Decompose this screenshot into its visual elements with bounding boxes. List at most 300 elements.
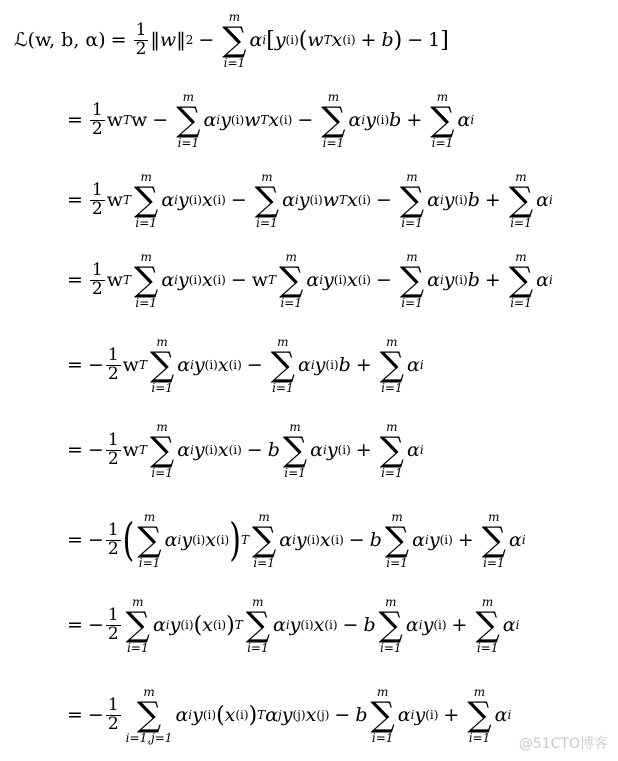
symbol: x (346, 269, 358, 291)
superscript: T (323, 33, 332, 47)
equation-line (14, 0, 449, 80)
denominator: 2 (107, 623, 119, 644)
superscript: T (138, 358, 147, 372)
operator: − (375, 189, 392, 211)
symbol: b (338, 354, 351, 376)
symbol: w (106, 109, 124, 131)
superscript: (i) (375, 113, 390, 127)
subscript: i (439, 273, 444, 287)
lower-limit: i=1 (510, 216, 532, 230)
symbol: w (159, 29, 177, 51)
upper-limit: m (252, 595, 264, 609)
symbol: − (87, 529, 104, 551)
symbol: ( (193, 612, 203, 638)
superscript: (i) (192, 533, 206, 547)
symbol: y (326, 439, 338, 461)
summation (150, 336, 174, 394)
symbol: y (181, 529, 193, 551)
lower-limit: i=1 (272, 381, 294, 395)
symbol: ( (216, 702, 225, 728)
numerator: 1 (91, 259, 103, 280)
superscript: (i) (433, 618, 447, 632)
subscript: i (323, 443, 327, 457)
symbol: w (244, 109, 261, 131)
summation (482, 511, 506, 569)
superscript: (i) (357, 273, 371, 287)
operator: = (67, 269, 83, 291)
operator: − (407, 29, 424, 51)
lower-limit: i=1 (468, 731, 491, 745)
symbol: α (406, 354, 420, 376)
symbol: w (131, 109, 148, 131)
lower-limit: i=1 (476, 641, 499, 655)
operator: = (67, 439, 83, 461)
operator: + (443, 704, 460, 726)
symbol: α (161, 269, 175, 291)
denominator: 2 (107, 448, 119, 469)
symbol: ( (298, 27, 308, 53)
symbol: x (268, 109, 280, 131)
symbol: α (265, 704, 279, 726)
symbol: x (305, 704, 317, 726)
upper-limit: m (285, 250, 297, 264)
operator: − (246, 354, 263, 376)
lower-limit: i=1 (223, 56, 246, 70)
symbol: − (87, 614, 104, 636)
symbol: ) (393, 27, 403, 53)
symbol: α (152, 614, 166, 636)
symbol: − (87, 439, 104, 461)
operator: = (67, 704, 83, 726)
summation (400, 251, 424, 309)
superscript: (i) (188, 193, 202, 207)
sigma-symbol: ∑ (137, 520, 162, 560)
upper-limit: m (515, 250, 527, 264)
symbol: y (443, 269, 455, 291)
superscript: (j) (292, 708, 306, 722)
symbol: b (381, 29, 394, 51)
fraction (106, 344, 121, 384)
upper-limit: m (182, 90, 195, 104)
symbol: α (348, 109, 362, 131)
equation-line (62, 240, 553, 320)
lower-limit: i=1 (247, 641, 269, 655)
symbol: y (178, 269, 189, 291)
lower-limit: i=1 (151, 381, 173, 395)
superscript: T (123, 273, 132, 287)
symbol: w (322, 189, 339, 211)
lower-limit: i=1 (135, 216, 157, 230)
subscript: i (294, 193, 299, 207)
symbol: y (274, 29, 286, 51)
denominator: 2 (107, 538, 119, 559)
summation (467, 686, 491, 744)
symbol: y (295, 529, 307, 551)
lower-limit: i=1 (151, 466, 173, 480)
lower-limit: i=1 (371, 731, 394, 745)
symbol: α (508, 529, 522, 551)
sigma-symbol: ∑ (136, 695, 162, 735)
superscript: (i) (180, 618, 194, 632)
upper-limit: m (473, 685, 486, 699)
symbol: α (427, 189, 440, 211)
subscript: i (177, 533, 182, 547)
symbol: α (502, 614, 516, 636)
operator: − (334, 704, 351, 726)
lower-limit: i=1 (135, 296, 157, 310)
summation (134, 171, 158, 229)
lower-limit: i=1 (322, 136, 345, 150)
summation (379, 596, 403, 654)
numerator: 1 (91, 99, 103, 120)
symbol: α (405, 614, 419, 636)
symbol: [ (266, 27, 275, 53)
numerator: 1 (107, 429, 119, 450)
equation-line (62, 80, 474, 160)
superscript: T (260, 113, 269, 127)
superscript: (i) (333, 273, 347, 287)
equation-line (62, 325, 424, 405)
symbol: α (177, 439, 191, 461)
symbol: α (203, 109, 217, 131)
superscript: (i) (202, 708, 217, 722)
symbol: y (365, 109, 376, 131)
symbol: 1 (428, 29, 441, 51)
superscript: T (240, 533, 249, 547)
upper-limit: m (132, 595, 144, 609)
symbol: ( (122, 513, 135, 567)
symbol: x (201, 269, 213, 291)
denominator: 2 (91, 118, 103, 139)
operator: − (230, 189, 247, 211)
operator: − (246, 439, 263, 461)
sigma-symbol: ∑ (282, 430, 308, 470)
superscript: (i) (454, 193, 468, 207)
sigma-symbol: ∑ (149, 430, 175, 470)
superscript: (i) (325, 358, 339, 372)
operator: = (67, 189, 83, 211)
symbol: α (249, 29, 263, 51)
superscript: T (268, 273, 277, 287)
subscript: i (310, 358, 315, 372)
symbol: x (224, 704, 236, 726)
symbol: ] (440, 27, 449, 53)
superscript: (i) (324, 618, 338, 632)
sigma-symbol: ∑ (430, 100, 455, 140)
upper-limit: m (481, 595, 494, 609)
operator: − (152, 109, 169, 131)
operator: = (67, 529, 83, 551)
superscript: (i) (337, 443, 351, 457)
symbol: ) (226, 612, 235, 638)
symbol: x (331, 29, 343, 51)
sigma-symbol: ∑ (134, 260, 159, 300)
upper-limit: m (376, 685, 389, 699)
symbol: x (217, 439, 229, 461)
subscript: i (419, 443, 424, 457)
symbol: α (161, 189, 175, 211)
symbol: y (428, 529, 440, 551)
symbol: ) (229, 513, 241, 567)
symbol: b (369, 529, 382, 551)
operator: + (406, 109, 423, 131)
numerator: 1 (107, 519, 119, 540)
watermark: @51CTO博客 (518, 736, 608, 752)
sigma-symbol: ∑ (399, 260, 425, 300)
operator: − (230, 269, 247, 291)
sigma-symbol: ∑ (134, 180, 159, 220)
upper-limit: m (386, 420, 398, 434)
denominator: 2 (107, 363, 119, 384)
fraction (106, 429, 121, 469)
subscript: i (174, 273, 178, 287)
sigma-symbol: ∑ (399, 180, 425, 220)
upper-limit: m (385, 595, 397, 609)
subscript: i (548, 273, 553, 287)
summation (385, 511, 409, 569)
numerator: 1 (91, 179, 103, 200)
superscript: (i) (212, 618, 227, 632)
symbol: x (217, 354, 229, 376)
superscript: (i) (309, 193, 323, 207)
superscript: 2 (185, 33, 194, 47)
fraction (134, 19, 149, 59)
upper-limit: m (289, 420, 301, 434)
sigma-symbol: ∑ (149, 345, 175, 385)
equation-line (62, 160, 553, 240)
superscript: T (123, 193, 132, 207)
superscript: (i) (204, 358, 218, 372)
upper-limit: m (156, 420, 168, 434)
lower-limit: i=1 (381, 381, 403, 395)
symbol: α (164, 529, 178, 551)
summation (380, 421, 404, 479)
upper-limit: m (391, 510, 403, 524)
superscript: (i) (228, 358, 242, 372)
symbol: y (169, 614, 181, 636)
subscript: i (425, 533, 429, 547)
sigma-symbol: ∑ (475, 605, 500, 645)
summation (509, 251, 533, 309)
superscript: (i) (279, 113, 293, 127)
upper-limit: m (515, 170, 527, 184)
upper-limit: m (436, 90, 449, 104)
lower-limit: i=1 (386, 556, 408, 570)
symbol: x (346, 189, 358, 211)
symbol: α (177, 354, 191, 376)
upper-limit: m (386, 335, 398, 349)
upper-limit: m (488, 510, 500, 524)
superscript: (i) (235, 708, 249, 722)
subscript: i (188, 708, 193, 722)
subscript: i (439, 193, 444, 207)
lower-limit: i=1 (256, 216, 278, 230)
symbol: w (106, 269, 124, 291)
lower-limit: i=1 (253, 556, 275, 570)
sigma-symbol: ∑ (467, 695, 492, 735)
numerator: 1 (107, 694, 119, 715)
superscript: (i) (342, 33, 356, 47)
upper-limit: m (143, 685, 155, 699)
upper-limit: m (258, 510, 270, 524)
operator: + (451, 614, 468, 636)
operator: = (67, 354, 83, 376)
superscript: (i) (188, 273, 202, 287)
summation (134, 251, 158, 309)
superscript: (i) (439, 533, 453, 547)
summation (400, 171, 424, 229)
lower-limit: i=1 (401, 296, 423, 310)
symbol: ℒ(w, b, α) (14, 29, 106, 51)
subscript: i (174, 193, 178, 207)
superscript: (j) (316, 708, 330, 722)
symbol: x (313, 614, 325, 636)
superscript: (i) (330, 533, 344, 547)
operator: − (297, 109, 314, 131)
upper-limit: m (156, 335, 168, 349)
sigma-symbol: ∑ (481, 520, 506, 560)
symbol: α (494, 704, 508, 726)
superscript: (i) (204, 443, 218, 457)
symbol: y (298, 189, 310, 211)
subscript: i (419, 358, 424, 372)
superscript: (i) (230, 113, 245, 127)
symbol: α (457, 109, 471, 131)
superscript: T (257, 708, 266, 722)
symbol: y (443, 189, 455, 211)
fraction (106, 604, 121, 644)
lower-limit: i=1 (483, 556, 505, 570)
symbol: b (363, 614, 376, 636)
subscript: i (190, 443, 194, 457)
symbol: y (193, 439, 205, 461)
fraction (90, 259, 105, 299)
summation (279, 251, 303, 309)
summation (150, 421, 174, 479)
subscript: i (548, 193, 553, 207)
sigma-symbol: ∑ (379, 430, 404, 470)
superscript: T (123, 113, 132, 127)
sigma-symbol: ∑ (176, 100, 201, 140)
sigma-symbol: ∑ (384, 520, 410, 560)
equation-line (62, 675, 511, 755)
operator: + (360, 29, 377, 51)
symbol: α (310, 439, 323, 461)
subscript: i (418, 618, 423, 632)
sigma-symbol: ∑ (321, 100, 346, 140)
sigma-symbol: ∑ (125, 605, 150, 645)
symbol: x (205, 529, 217, 551)
superscript: T (138, 443, 147, 457)
summation (222, 11, 246, 69)
denominator: 2 (135, 38, 147, 59)
operator: + (457, 529, 474, 551)
summation (283, 421, 307, 479)
numerator: 1 (107, 604, 119, 625)
subscript: i (521, 533, 526, 547)
summation (371, 686, 395, 744)
subscript: i (216, 113, 221, 127)
symbol: ‖ (150, 29, 160, 51)
fraction (90, 179, 105, 219)
symbol: y (192, 704, 203, 726)
symbol: w (251, 269, 269, 291)
fraction (106, 694, 121, 734)
lower-limit: i=1 (431, 136, 454, 150)
symbol: α (536, 269, 549, 291)
symbol: α (536, 189, 549, 211)
symbol: − (87, 704, 104, 726)
subscript: i (190, 358, 194, 372)
symbol: y (414, 704, 426, 726)
symbol: b (355, 704, 368, 726)
symbol: α (427, 269, 440, 291)
subscript: i (165, 618, 170, 632)
summation (246, 596, 270, 654)
upper-limit: m (277, 335, 289, 349)
symbol: b (389, 109, 402, 131)
symbol: α (272, 614, 286, 636)
superscript: (i) (357, 193, 371, 207)
symbol: y (220, 109, 231, 131)
symbol: w (122, 439, 139, 461)
symbol: w (106, 189, 124, 211)
subscript: i (285, 618, 290, 632)
subscript: i (262, 33, 267, 47)
operator: = (67, 109, 83, 131)
lower-limit: i=1 (510, 296, 532, 310)
upper-limit: m (406, 170, 418, 184)
operator: = (110, 29, 127, 51)
operator: − (198, 29, 215, 51)
numerator: 1 (135, 19, 147, 40)
sigma-symbol: ∑ (379, 345, 404, 385)
symbol: − (87, 354, 104, 376)
symbol: ‖ (176, 29, 186, 51)
lower-limit: i=1,j=1 (125, 731, 173, 745)
summation (509, 171, 533, 229)
upper-limit: m (140, 170, 152, 184)
sigma-symbol: ∑ (254, 180, 280, 220)
symbol: α (279, 529, 293, 551)
sigma-symbol: ∑ (508, 180, 534, 220)
superscript: (i) (216, 533, 230, 547)
symbol: x (201, 189, 213, 211)
superscript: T (234, 618, 243, 632)
summation (430, 91, 454, 149)
sigma-symbol: ∑ (270, 345, 295, 385)
fraction (90, 99, 105, 139)
symbol: y (178, 189, 189, 211)
summation (252, 511, 276, 569)
lower-limit: i=1 (381, 466, 403, 480)
lower-limit: i=1 (138, 556, 161, 570)
upper-limit: m (327, 90, 340, 104)
superscript: (i) (425, 708, 439, 722)
symbol: y (314, 354, 326, 376)
symbol: x (319, 529, 331, 551)
equation-line (62, 500, 526, 580)
fraction (106, 519, 121, 559)
lower-limit: i=1 (284, 466, 306, 480)
symbol: x (202, 614, 213, 636)
sigma-symbol: ∑ (508, 260, 534, 300)
summation (380, 336, 404, 394)
equation-line (62, 585, 519, 665)
equation-line (62, 410, 424, 490)
upper-limit: m (228, 10, 241, 24)
subscript: i (470, 113, 475, 127)
